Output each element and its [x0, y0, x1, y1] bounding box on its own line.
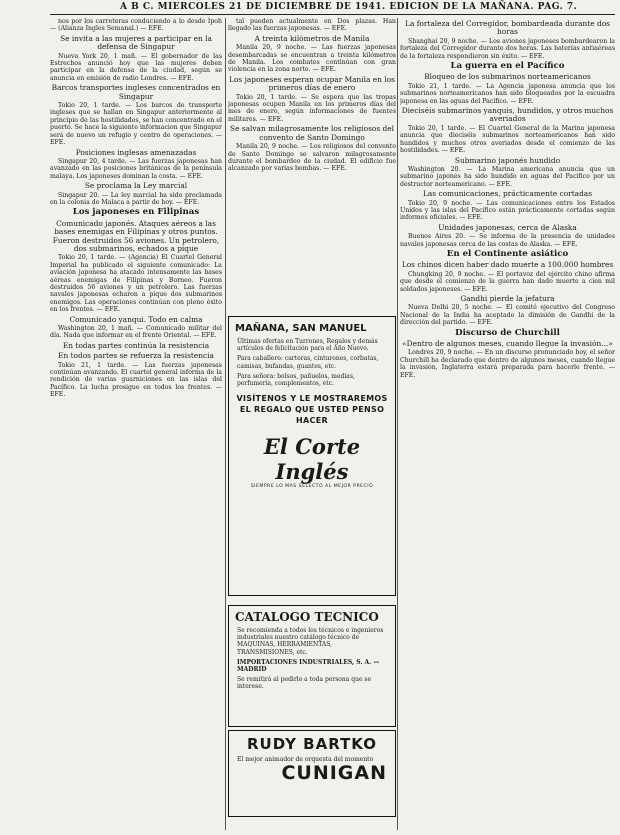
ad-slogan: VISÍTENOS Y LE MOSTRAREMOS EL REGALO QUE USTED PENSO HACER	[236, 394, 388, 426]
headline: Las comunicaciones, prácticamente cortadas	[422, 189, 592, 199]
ad-rudy-bartko	[228, 730, 396, 817]
column-divider	[397, 18, 398, 830]
brand-tagline: SIEMPRE LO MAS SELECTO AL MEJOR PRECIO	[250, 484, 374, 490]
headline: Comunicado yanqui. Todo en calma	[69, 314, 203, 324]
ad-text: El mejor animador de orquesta del momento	[237, 756, 374, 763]
article-text: Tokio 20, 1 tarde. — Los barcos de transporte ingleses que se hallan en Singapur anteriormente al principio de las hostilidades, se han concentrado en el puerto. Se hace la siguiente informacion que Singapur será de nuevo un refugio y centro de operaciones. — EFE.	[50, 102, 222, 147]
ad-catalogo-tecnico	[228, 605, 396, 727]
headline: Discurso de Churchill	[455, 327, 560, 338]
headline: Posiciones inglesas amenazadas	[75, 147, 197, 157]
ad-text: Se remitirá al pedirlo a toda persona que se interese.	[237, 676, 372, 691]
article-text: Tokio 20, 1 tarde. — (Agencia) El Cuartel General Imperial ha publicado el siguiente comunicado: La aviación japonesa ha atacado intensamente las bases aéreas enemigas de Filipinas y Borneo. Fueron destruidos 56 aviones y un petrolero. Las fuerzas navales japonesas echaron a pique dos submarinos enemigos. Las operaciones continúan con pleno éxito en los frentes. — EFE.	[50, 254, 222, 314]
headline: Se invita a las mujeres a participar en la defensa de Singapur	[60, 33, 212, 52]
ad-text: Se recomienda a todos los técnicos e ingenieros industriales nuestro catálogo técnico de MAQUINAS, HERRAMIENTAS, TRANSMISIONES, etc.	[237, 627, 384, 656]
article-text: Nueva York 20, 1 mañ. — El gobernador de las Estrechos anunció hoy que las mujeres deben participar en la defensa de la ciudad, según se anuncia en emisión de radio Londres. — EFE.	[50, 52, 222, 82]
ad-el-corte-ingles	[228, 316, 396, 596]
headline: A treinta kilómetros de Manila	[254, 33, 370, 43]
headline: En el Continente asiático	[446, 248, 569, 259]
column-middle	[228, 18, 396, 318]
headline: Barcos transportes ingleses concentrados en Singapur	[51, 83, 221, 101]
page-header: A B C. MIERCOLES 21 DE DICIEMBRE DE 1941. EDICION DE LA MAÑANA. PAG. 7.	[120, 2, 578, 12]
article-text: Manila 20, 9 noche. — Las fuerzas japonesas desembarcadas se encuentran a treinta kilómetros de Manila. Los combates continúan con gran violencia en la zona norte. — EFE.	[228, 44, 396, 74]
article-text: Tokio 21, 1 tarde. — Las fuerzas japonesas continúan avanzando. El cuartel general informa de la rendición de varias guarniciones en las islas del Pacífico. La lucha prosigue en todos los frentes. — EFE.	[50, 361, 222, 399]
brand-logo: El Corte Inglés	[263, 434, 361, 485]
column-divider	[225, 18, 226, 830]
headline: Submarino japonés hundido	[454, 155, 561, 165]
article-text: Nueva Delhi 20, 5 noche. — El comité ejecutivo del Congreso Nacional de la India ha aceptado la dimisión de Gandhi de la dirección del partido. — EFE.	[400, 304, 615, 327]
article-text: Tokio 20, 1 tarde. — El Cuartel General de la Marina japonesa anuncia que dieciséis submarinos norteamericanos han sido hundidos y muchos otros averiados desde el comienzo de las hostilidades. — EFE.	[400, 124, 615, 155]
article-text: Singapur 20, 4 tarde. — Las fuerzas japonesas han avanzado en las posiciones británicas de la península malaya. Los japoneses dominan la costa. — EFE.	[50, 157, 222, 180]
subheadline: En todos partes se refuerza la resistencia	[58, 351, 214, 361]
article-text: Washington 20. — La Marina americana anuncia que un submarino japonés ha sido hundido en aguas del Pacífico por un destructor norteamericano. — EFE.	[400, 165, 615, 188]
headline: En todas partes continúa la resistencia	[62, 340, 210, 350]
ad-text: IMPORTACIONES INDUSTRIALES, S. A. — MADRID	[237, 658, 380, 674]
headline: Se salvan milagrosamente los religiosos del convento de Santo Domingo	[230, 124, 394, 142]
headline: La fortaleza del Corregidor, bombardeada durante dos horas	[405, 19, 610, 37]
subheadline: Comunicado japonés. Ataques aéreos a las bases enemigas en Filipinas y otros puntos. Fueron destruidos 56 aviones. Un petrolero, dos submarinos, echados a pique	[52, 218, 220, 253]
article-text: Chungking 20, 9 noche. — El portavoz del ejército chino afirma que desde el comienzo de la guerra han dado muerte a cien mil soldados japoneses. — EFE.	[400, 270, 615, 293]
column-right	[400, 18, 615, 830]
article-text: Tokio 20, 1 tarde. — Se espera que las tropas japonesas ocupen Manila en los primeros días del mes de enero, según informaciones de fuentes militares. — EFE.	[228, 93, 396, 123]
headline: Dieciséis submarinos yanquis, hundidos, y otros muchos averiados	[401, 106, 614, 124]
ad-title: CATALOGO TECNICO	[235, 610, 379, 624]
subheadline: «Dentro de algunos meses, cuando llegue la invasión...»	[402, 339, 613, 349]
column-left	[50, 18, 222, 830]
ad-text: Para caballero: carteras, cinturones, corbatas, camisas, bufandas, guantes, etc.	[237, 355, 379, 370]
headline: La guerra en el Pacífico	[450, 61, 565, 72]
header-rule	[50, 14, 615, 15]
article-text: Buenos Aires 20. — Se informa de la presencia de unidades navales japonesas cerca de las costas de Alaska. — EFE.	[400, 233, 615, 248]
article-text: Manila 20, 9 noche. — Los religiosos del convento de Santo Domingo se salvaron milagrosamente durante el bombardeo de la ciudad. El edificio fue alcanzado por varias bombas. — EFE.	[228, 143, 396, 173]
article-text: Washington 20, 1 mañ. — Comunicado militar del día. Nada que informar en el frente Oriental. — EFE.	[50, 325, 222, 340]
article-text: Tokio 21, 1 tarde. — La Agencia japonesa anuncia que los submarinos norteamericanos han sido bloqueados por la escuadra japonesa en las aguas del Pacífico. — EFE.	[400, 82, 615, 105]
article-text: Singapur 20. — La ley marcial ha sido proclamada en la colonia de Malaca a partir de hoy. — EFE.	[50, 191, 222, 206]
ad-text: Para señora: bolsos, pañuelos, medias, perfumería, complementos, etc.	[237, 372, 355, 388]
article-text: tal pueden actualmente en Dos plazas. Han llegado las fuerzas japonesas. — EFE.	[228, 18, 396, 33]
venue-name: CUNIGAN	[281, 762, 387, 785]
headline: Unidades japonesas, cerca de Alaska	[438, 222, 577, 232]
article-text: Londres 20, 9 noche. — En un discurso pronunciado hoy, el señor Churchill ha declarado que dentro de algunos meses, cuando llegue la invasión, Inglaterra estará preparada para hacerle frente. — EFE.	[400, 349, 615, 379]
subheadline: Los chinos dicen haber dado muerte a 100.000 hombres	[401, 260, 614, 270]
article-text: Tokio 20, 9 noche. — Las comunicaciones entre los Estados Unidos y las islas del Pacífico están prácticamente cortadas según informes oficiales. — EFE.	[400, 199, 615, 222]
ad-text: Últimas ofertas en Turrones, Regalos y demás artículos de felicitación para el Año Nuevo.	[237, 338, 378, 353]
headline: Los japoneses en Filipinas	[72, 207, 200, 218]
ad-title: MAÑANA, SAN MANUEL	[235, 323, 367, 334]
ad-title: RUDY BARTKO	[246, 735, 378, 753]
article-text: Shanghai 20, 9 noche. — Los aviones japoneses bombardearon la fortaleza del Corregidor durante dos horas. Las baterías antiaéreas de la fortaleza respondieron sin éxito. — EFE.	[400, 37, 615, 60]
headline: Gandhi pierde la jefatura	[460, 294, 555, 303]
headline: Se proclama la Ley marcial	[84, 181, 188, 191]
headline: Los japoneses esperan ocupar Manila en los primeros días de enero	[229, 74, 395, 93]
article-text: nos por los carreteras conduciendo a lo desde Ipoh — (Alianza Ingles Semanal.) — EFE.	[50, 18, 222, 33]
subheadline: Bloqueo de los submarinos norteamericanos	[424, 72, 591, 82]
